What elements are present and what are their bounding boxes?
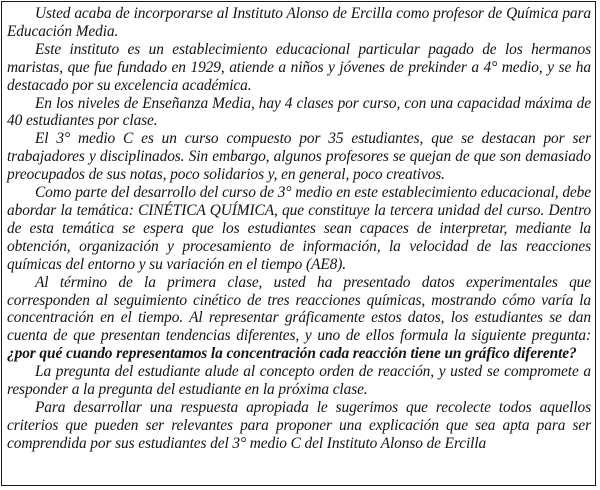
student-question-bold: ¿por qué cuando representamos la concentración cada reacción tiene un gráfico diferente?	[7, 345, 577, 363]
paragraph-reaction-order: La pregunta del estudiante alude al concepto orden de reacción, y usted se compromete a responder a la pregunta del estudiante en la próxima clase.	[7, 363, 591, 399]
paragraph-intro: Usted acaba de incorporarse al Instituto Alonso de Ercilla como profesor de Química para Educación Media.	[7, 5, 591, 40]
paragraph-topic: Como parte del desarrollo del curso de 3° medio en este establecimiento educacional, debe abordar la temática: CINÉTICA QUÍMICA, que constituye la tercera unidad del curso. Dentro de esta temática se espera que los estudiantes sean capaces de interpretar, mediante la obtención, organización y procesamiento de información, la velocidad de las reacciones químicas del entorno y su variación en el tiempo (AE8).	[7, 184, 591, 273]
paragraph-levels: En los niveles de Enseñanza Media, hay 4 clases por curso, con una capacidad máxima de 40 estudiantes por clase.	[7, 94, 591, 130]
paragraph-institute: Este instituto es un establecimiento educacional particular pagado de los hermanos maristas, que fue fundado en 1929, atiende a niños y jóvenes de prekinder a 4° medio, y se ha destacado por su excelencia académica.	[7, 40, 591, 94]
paragraph-suggestion: Para desarrollar una respuesta apropiada le sugerimos que recolecte todos aquellos criterios que pueden ser relevantes para proponer una explicación que sea apta para ser comprendida por sus estudiantes del 3° medio C del Instituto Alonso de Ercilla	[7, 398, 591, 452]
paragraph-class-3c: El 3° medio C es un curso compuesto por 35 estudiantes, que se destacan por ser trabajadores y disciplinados. Sin embargo, algunos profesores se quejan de que son demasiado preocupados de sus notas, poco solidarios y, en general, poco creativos.	[7, 130, 591, 184]
paragraph-student-question	[7, 274, 591, 364]
paragraph-student-question-text: Al término de la primera clase, usted ha presentado datos experimentales que corresponden al seguimiento cinético de tres reacciones químicas, mostrando cómo varía la concentración en el tiempo. Al representar gráficamente estos datos, los estudiantes se dan cuenta de que presentan tendencias diferentes, y uno de ellos formula la siguiente pregunta:	[7, 273, 591, 345]
case-text-box	[1, 1, 596, 486]
